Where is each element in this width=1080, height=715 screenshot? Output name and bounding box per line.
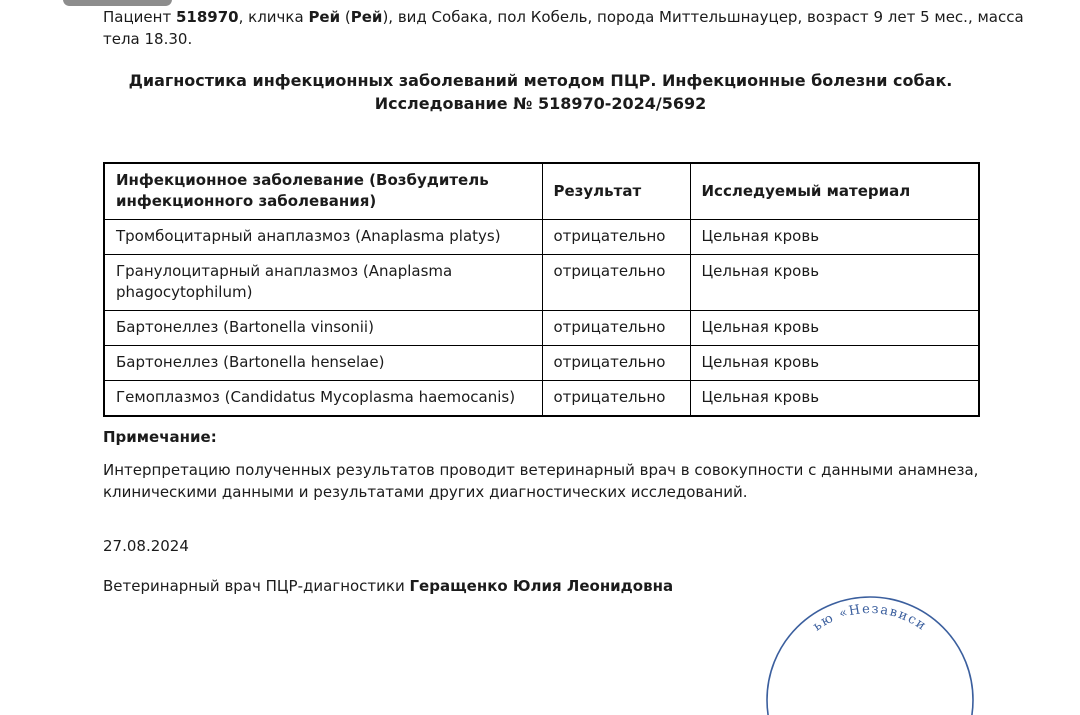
signature-prefix: Ветеринарный врач ПЦР-диагностики <box>103 577 410 595</box>
material-cell: Цельная кровь <box>690 381 979 417</box>
report-date: 27.08.2024 <box>103 537 189 555</box>
lab-stamp <box>740 595 1000 715</box>
disease-cell: Тромбоцитарный анаплазмоз (Anaplasma platys) <box>104 220 542 255</box>
disease-cell: Бартонеллез (Bartonella vinsonii) <box>104 311 542 346</box>
note-body: Интерпретацию полученных результатов проводит ветеринарный врач в совокупности с данными анамнеза, клиническими данными и результатами других диагностических исследований. <box>103 461 979 501</box>
result-cell: отрицательно <box>542 381 690 417</box>
disease-cell: Гранулоцитарный анаплазмоз (Anaplasma phagocytophilum) <box>104 255 542 311</box>
result-cell: отрицательно <box>542 220 690 255</box>
table-row <box>104 220 979 255</box>
veterinarian-name: Геращенко Юлия Леонидовна <box>409 577 674 595</box>
material-cell: Цельная кровь <box>690 346 979 381</box>
patient-info-line1: Пациент 518970, кличка Рей (Рей), вид Собака, пол Кобель, порода Миттельшнауцер, возраст 9 лет 5 мес., масса <box>103 8 1024 26</box>
result-cell: отрицательно <box>542 311 690 346</box>
header-result: Результат <box>542 163 690 220</box>
header-material: Исследуемый материал <box>690 163 979 220</box>
result-cell: отрицательно <box>542 346 690 381</box>
patient-info <box>103 6 1024 50</box>
report-title-line2: Исследование № 518970-2024/5692 <box>374 94 707 113</box>
table-row <box>104 311 979 346</box>
header-disease: Инфекционное заболевание (Возбудитель инфекционного заболевания) <box>104 163 542 220</box>
table-row <box>104 346 979 381</box>
material-cell: Цельная кровь <box>690 255 979 311</box>
material-cell: Цельная кровь <box>690 220 979 255</box>
table-row <box>104 255 979 311</box>
patient-info-line2: тела 18.30. <box>103 30 193 48</box>
report-title <box>103 69 978 115</box>
material-cell: Цельная кровь <box>690 311 979 346</box>
stamp-text <box>810 602 929 634</box>
results-table <box>103 162 980 417</box>
signature-line <box>103 577 673 595</box>
note-heading: Примечание: <box>103 428 217 446</box>
table-body <box>104 220 979 417</box>
report-title-line1: Диагностика инфекционных заболеваний методом ПЦР. Инфекционные болезни собак. <box>128 71 953 90</box>
disease-cell: Гемоплазмоз (Candidatus Mycoplasma haemocanis) <box>104 381 542 417</box>
result-cell: отрицательно <box>542 255 690 311</box>
disease-cell: Бартонеллез (Bartonella henselae) <box>104 346 542 381</box>
stamp-text-path: ью «Независи <box>810 601 930 635</box>
table-header-row <box>104 163 979 220</box>
table-row <box>104 381 979 417</box>
